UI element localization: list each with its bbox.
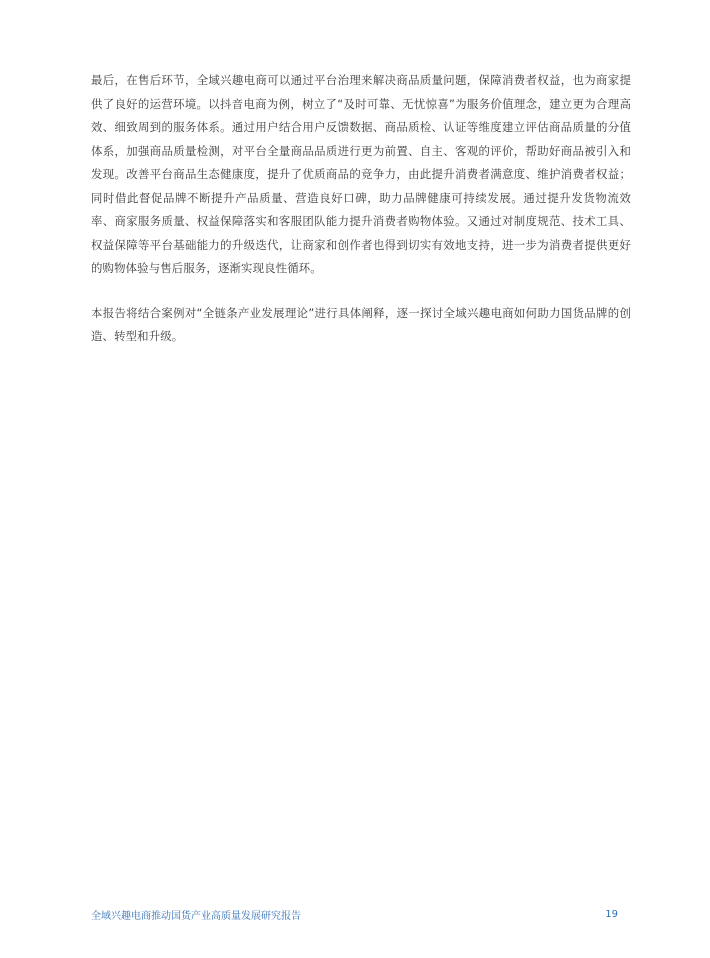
body-content: [91, 69, 631, 349]
footer-report-title: 全域兴趣电商推动国货产业高质量发展研究报告: [91, 910, 301, 922]
paragraph-after-sales: 最后，在售后环节，全域兴趣电商可以通过平台治理来解决商品质量问题，保障消费者权益，也为商家提供了良好的运营环境。以抖音电商为例，树立了“及时可靠、无忧惊喜”为服务价值理念，建立更为合理高效、细致周到的服务体系。通过用户结合用户反馈数据、商品质检、认证等维度建立评估商品质量的分值体系，加强商品质量检测，对平台全量商品品质进行更为前置、自主、客观的评价，帮助好商品被引入和发现。改善平台商品生态健康度，提升了优质商品的竞争力，由此提升消费者满意度、维护消费者权益；同时借此督促品牌不断提升产品质量、营造良好口碑，助力品牌健康可持续发展。通过提升发货物流效率、商家服务质量、权益保障落实和客服团队能力提升消费者购物体验。又通过对制度规范、技术工具、权益保障等平台基础能力的升级迭代，让商家和创作者也得到切实有效地支持，进一步为消费者提供更好的购物体验与售后服务，逐渐实现良性循环。: [91, 73, 631, 275]
page-footer: [91, 906, 618, 922]
paragraph-report-intro: 本报告将结合案例对“全链条产业发展理论”进行具体阐释，逐一探讨全域兴趣电商如何助力国货品牌的创造、转型和升级。: [91, 305, 631, 343]
page-number: 19: [605, 908, 618, 920]
